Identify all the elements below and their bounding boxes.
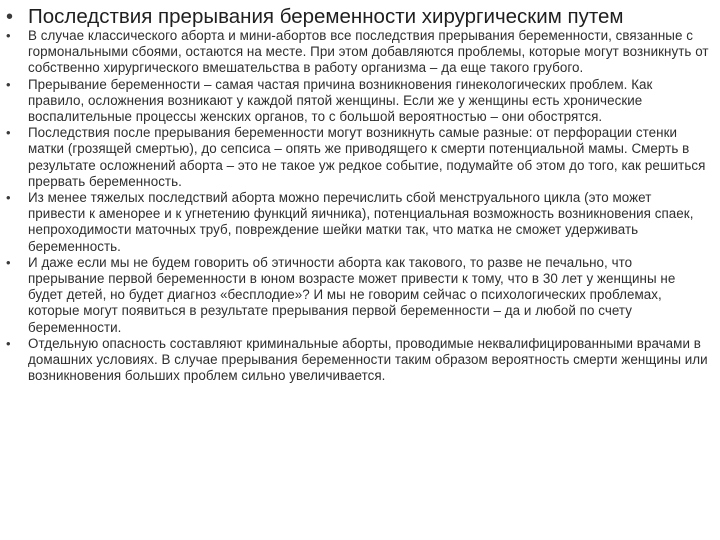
- list-item-text: Из менее тяжелых последствий аборта можно перечислить сбой менструального цикла (это может привести к аменорее и к угнетению функций яичника), потенциальная возможность возникновения спаек, непроходимости маточных труб, повреждение шейки матки так, что матка не сможет удерживать беременность.: [28, 190, 694, 254]
- list-item-text: Последствия после прерывания беременности могут возникнуть самые разные: от перфорации стенки матки (грозящей смертью), до сепсиса – опять же приводящего к смерти потенциальной мамы. Смерть в результате осложнений аборта – это не такое уж редкое событие, подумайте об этом до того, как решиться прервать беременность.: [28, 125, 706, 189]
- title-row: [6, 4, 716, 30]
- bullet-icon: •: [6, 125, 11, 141]
- bullet-icon: •: [6, 6, 14, 28]
- bullet-icon: •: [6, 28, 11, 43]
- list-item: [6, 190, 712, 255]
- bullet-icon: •: [6, 76, 11, 92]
- list-item: [6, 77, 712, 126]
- list-item-text: Прерывание беременности – самая частая причина возникновения гинекологических проблем. Как правило, осложнения возникают у каждой пятой женщины. Если же у женщины есть хронические воспалительные процессы женских органов, то с большой вероятностью – они обострятся.: [28, 76, 653, 125]
- list-item-text: В случае классического аборта и мини-абортов все последствия прерывания беременности, связанные с гормональными сбоями, остаются на месте. При этом добавляются проблемы, которые могут возникнуть от собственно хирургического вмешательства в работу организма – да еще такого грубого.: [28, 28, 709, 76]
- list-item: [6, 255, 712, 336]
- bullet-icon: •: [6, 254, 11, 270]
- slide-title: Последствия прерывания беременности хирургическим путем: [28, 5, 624, 28]
- list-item: [6, 336, 712, 385]
- bullet-icon: •: [6, 335, 11, 351]
- list-item-text: Отдельную опасность составляют криминальные аборты, проводимые неквалифицированными врачами в домашних условиях. В случае прерывания беременности таким образом вероятность смерти женщины или возникновения больших проблем сильно увеличивается.: [28, 335, 708, 384]
- bullet-icon: •: [6, 190, 11, 206]
- bullet-list: [6, 28, 712, 384]
- list-item: [6, 28, 712, 77]
- list-item-text: И даже если мы не будем говорить об этичности аборта как такового, то разве не печально, что прерывание первой беременности в юном возрасте может привести к тому, что в 30 лет у женщины не будет детей, но будет диагноз «бесплодие»? И мы не говорим сейчас о психологических проблемах, которые могут появиться в результате прерывания первой беременности – да и любой по счету беременности.: [28, 254, 676, 335]
- list-item: [6, 125, 712, 190]
